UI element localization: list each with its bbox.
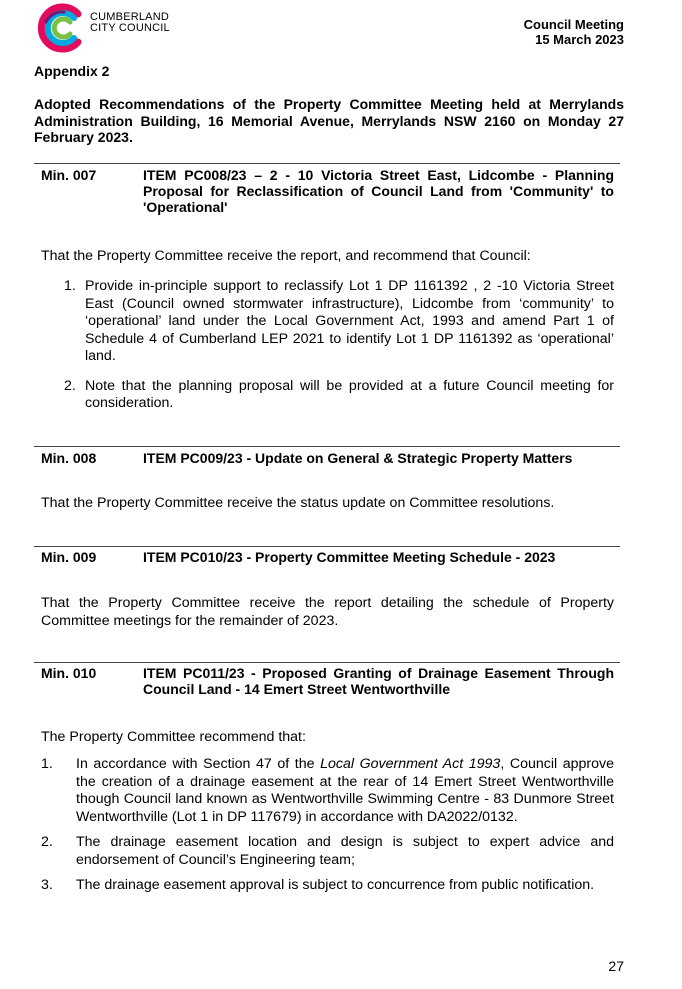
list-item (41, 278, 614, 366)
org-name-line1: CUMBERLAND (90, 11, 170, 23)
intro-heading: Adopted Recommendations of the Property Committee Meeting held at Merrylands Administration Building, 16 Memorial Avenue, Merrylands NSW 2160 on Monday 27 February 2023. (34, 96, 624, 145)
list-item-text: Note that the planning proposal will be provided at a future Council meeting for consideration. (85, 377, 614, 411)
recommendation-list (41, 756, 614, 895)
divider (34, 163, 620, 164)
minute-number: Min. 010 (41, 665, 97, 681)
list-item-text-part: , Council approve the creation of a drainage easement at the rear of 14 Emert Street Wentworthville though Council land known as Wentworthville Swimming Centre - 83 Dunmore Street Wentworthville (Lot 1 in DP 117679) in accordance with DA2022/0132. (76, 756, 614, 825)
cumberland-logo (34, 2, 86, 54)
org-name-line2: CITY COUNCIL (90, 22, 170, 34)
minute-body: That the Property Committee receive the status update on Committee resolutions. (41, 495, 555, 511)
minute-title: ITEM PC011/23 - Proposed Granting of Drainage Easement Through Council Land - 14 Emert Street Wentworthville (143, 665, 614, 697)
list-item (41, 877, 614, 895)
divider (34, 546, 620, 547)
act-name: Local Government Act 1993 (320, 756, 501, 772)
appendix-heading: Appendix 2 (34, 63, 110, 79)
list-item (41, 756, 614, 826)
list-item-text-part: In accordance with Section 47 of the (76, 756, 321, 772)
list-item-text (76, 756, 614, 826)
minute-body: That the Property Committee receive the report, and recommend that Council: (41, 248, 531, 264)
minute-body: The Property Committee recommend that: (41, 729, 306, 745)
list-item-number: 1. (64, 278, 76, 294)
list-item-number: 1. (41, 756, 53, 772)
list-item-number: 3. (41, 877, 53, 893)
list-item-text: The drainage easement approval is subject to concurrence from public notification. (76, 877, 595, 893)
minute-body: That the Property Committee receive the report detailing the schedule of Property Committee meetings for the remainder of 2023. (41, 595, 614, 629)
recommendation-list (41, 278, 614, 413)
divider (34, 446, 620, 447)
org-name (90, 12, 170, 34)
minute-number: Min. 007 (41, 167, 97, 183)
list-item-number: 2. (64, 377, 76, 394)
list-item (41, 834, 614, 869)
minute-title: ITEM PC008/23 – 2 - 10 Victoria Street East, Lidcombe - Planning Proposal for Reclassification of Council Land from 'Community' to 'Operational' (143, 167, 614, 215)
minute-number: Min. 008 (41, 450, 97, 466)
list-item (41, 378, 614, 413)
meeting-info (524, 17, 624, 47)
minute-title: ITEM PC010/23 - Property Committee Meeting Schedule - 2023 (143, 549, 556, 565)
minute-title: ITEM PC009/23 - Update on General & Strategic Property Matters (143, 450, 573, 466)
page-number: 27 (608, 958, 624, 974)
list-item-number: 2. (41, 834, 53, 850)
minute-number: Min. 009 (41, 549, 97, 565)
divider (34, 662, 620, 663)
meeting-title: Council Meeting (523, 17, 624, 32)
list-item-text: Provide in-principle support to reclassify Lot 1 DP 1161392 , 2 -10 Victoria Street East (Council owned stormwater infrastructure), Lidcombe from ‘community’ to ‘operational’ land under the Local Government Act, 1993 and amend Part 1 of Schedule 4 of Cumberland LEP 2021 to identify Lot 1 DP 1161392 as ‘operational’ land. (85, 278, 614, 364)
list-item-text: The drainage easement location and design is subject to expert advice and endorsement of Council’s Engineering team; (76, 834, 614, 868)
meeting-date: 15 March 2023 (535, 32, 624, 47)
